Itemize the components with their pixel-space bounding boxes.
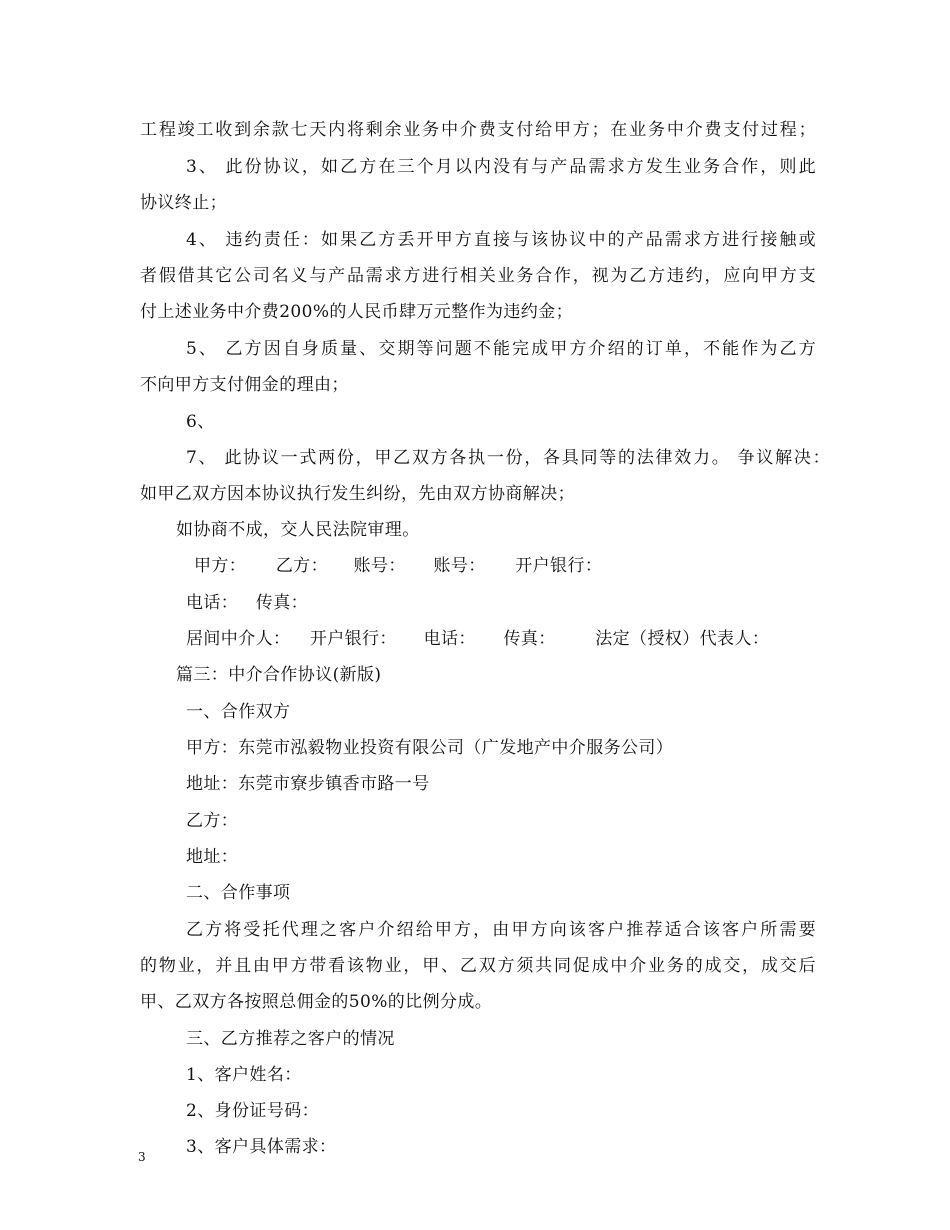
client-item-id: 2、身份证号码： xyxy=(186,1101,320,1121)
party-a-address: 地址：东莞市寮步镇香市路一号 xyxy=(186,774,430,794)
phone-label: 电话： xyxy=(186,593,239,613)
intermediary-phone-label: 电话： xyxy=(423,629,476,649)
matters-line-3: 甲、乙双方各按照总佣金的50%的比例分成。 xyxy=(140,992,493,1012)
section-title: 篇三：中介合作协议(新版) xyxy=(176,665,382,685)
signature-row-1 xyxy=(194,554,602,578)
clause-7-line-2: 如甲乙双方因本协议执行发生纠纷，先由双方协商解决； xyxy=(140,484,575,504)
account-b-label: 账号： xyxy=(433,556,486,576)
party-b-address: 地址： xyxy=(186,847,239,867)
clause-5-line-1: 5、 乙方因自身质量、交期等问题不能完成甲方介绍的订单，不能作为乙方 xyxy=(186,339,816,359)
matters-line-2: 的物业，并且由甲方带看该物业，甲、乙双方须共同促成中介业务的成交，成交后 xyxy=(140,956,816,976)
paragraph-line: 工程竣工收到余款七天内将剩余业务中介费支付给甲方；在业务中介费支付过程； xyxy=(140,120,816,140)
signature-row-3 xyxy=(186,627,769,651)
clause-3-line-2: 协议终止； xyxy=(140,193,227,213)
intermediary-fax-label: 传真： xyxy=(503,629,556,649)
party-a-label: 甲方： xyxy=(194,556,247,576)
fax-label: 传真： xyxy=(255,593,309,613)
intermediary-label: 居间中介人： xyxy=(186,629,291,649)
parties-heading: 一、合作双方 xyxy=(186,702,291,722)
client-item-name: 1、客户姓名： xyxy=(186,1065,302,1085)
client-item-needs: 3、客户具体需求： xyxy=(186,1137,337,1157)
party-a-name: 甲方：东莞市泓毅物业投资有限公司（广发地产中介服务公司） xyxy=(186,738,674,758)
clause-7-line-3: 如协商不成，交人民法院审理。 xyxy=(176,520,420,540)
matters-line-1: 乙方将受托代理之客户介绍给甲方，由甲方向该客户推荐适合该客户所需要 xyxy=(186,920,816,940)
clause-7-line-1: 7、 此协议一式两份，甲乙双方各执一份，各具同等的法律效力。 争议解决： xyxy=(186,448,830,468)
clause-6-line: 6、 xyxy=(186,412,215,432)
clause-4-line-2: 者假借其它公司名义与产品需求方进行相关业务合作，视为乙方违约，应向甲方支 xyxy=(140,266,816,286)
account-a-label: 账号： xyxy=(353,556,406,576)
clause-4-line-1: 4、 违约责任：如果乙方丢开甲方直接与该协议中的产品需求方进行接触或 xyxy=(186,230,816,250)
intermediary-bank-label: 开户银行： xyxy=(309,629,397,649)
clause-4-line-3: 付上述业务中介费200%的人民币肆万元整作为违约金； xyxy=(140,302,573,322)
party-b-label: 乙方： xyxy=(275,556,329,576)
clause-5-line-2: 不向甲方支付佣金的理由； xyxy=(140,375,349,395)
page-number: 3 xyxy=(138,1150,146,1164)
legal-representative-label: 法定（授权）代表人： xyxy=(595,629,770,649)
signature-row-2 xyxy=(186,591,308,615)
clause-3-line-1: 3、 此份协议，如乙方在三个月以内没有与产品需求方发生业务合作，则此 xyxy=(186,157,816,177)
matters-heading: 二、合作事项 xyxy=(186,883,291,903)
party-b-name: 乙方： xyxy=(186,811,239,831)
client-heading: 三、乙方推荐之客户的情况 xyxy=(186,1029,395,1049)
bank-label: 开户银行： xyxy=(515,556,603,576)
